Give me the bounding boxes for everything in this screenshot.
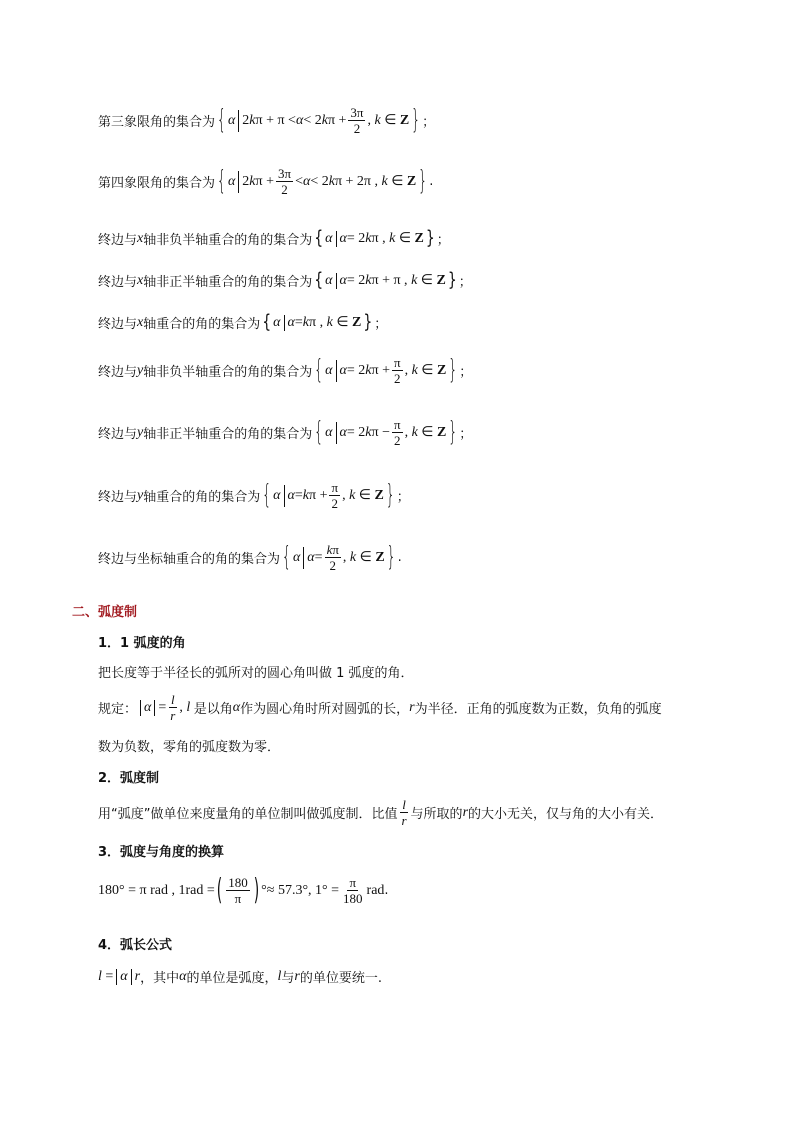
set-line-x-nonneg [98, 229, 450, 248]
subheading-conversion: 3．弧度与角度的换算 [98, 845, 225, 860]
formula-conversion-math: 180° = π rad , 1rad = ( $\frac{180}{\pi}$ ) °≈ 57.3°, 1° = $\frac{\pi}{180}$ rad [98, 873, 385, 908]
line-label: 终边与 [98, 317, 138, 332]
punct-period: . [384, 883, 389, 898]
line-label-rest: 轴非负半轴重合的角的集合为 [143, 365, 313, 380]
paragraph-arc-length [98, 967, 382, 986]
line-label-rest: 轴重合的角的集合为 [143, 317, 261, 332]
formula-arc-length: l = α r [98, 968, 141, 984]
formula-coord-axes: { α α = $\frac{k\pi}{2}$ , k ∈ Z } [282, 542, 396, 573]
set-line-y-axis [98, 481, 410, 510]
axis-var: x [137, 272, 144, 288]
paragraph-radian-system [98, 798, 663, 827]
line-label-rest: 轴重合的角的集合为 [143, 490, 261, 505]
line-label-rest: 轴非正半轴重合的角的集合为 [143, 275, 313, 290]
set-line-coord-axes [98, 543, 402, 572]
text: 的单位是弧度， [186, 971, 278, 986]
formula-third-quadrant: { α 2 k π + π < α < 2 k π + $\frac{3\pi}{2}$ , k ∈ Z } [217, 105, 421, 136]
punct-period: . [397, 550, 402, 565]
text: ，其中 [140, 971, 180, 986]
text: 与 [281, 971, 295, 986]
text: 作为圆心角时所对圆弧的长， [240, 702, 410, 717]
formula-x-axis: { α α = k π , k ∈ Z } [262, 312, 373, 333]
set-line-y-nonpos [98, 418, 472, 447]
line-label: 终边与 [98, 365, 138, 380]
punct-semicolon: ； [459, 365, 473, 380]
paragraph-rule [98, 693, 662, 722]
line-label: 终边与坐标轴重合的角的集合为 [98, 552, 281, 567]
set-line-y-nonneg [98, 356, 472, 385]
subheading-radian-system: 2．弧度制 [98, 771, 160, 786]
paragraph-radian-definition: 把长度等于半径长的弧所对的圆心角叫做 1 弧度的角． [98, 666, 414, 681]
axis-var: x [137, 314, 144, 330]
var-r: r [409, 699, 415, 715]
punct-semicolon: ； [458, 275, 472, 290]
section-heading-radian: 二、弧度制 [72, 605, 138, 620]
var-r: r [294, 968, 300, 984]
line-label: 终边与 [98, 427, 138, 442]
line-label: 第三象限角的集合为 [98, 115, 216, 130]
axis-var: x [137, 230, 144, 246]
set-line-x-nonpos [98, 271, 472, 290]
formula-fourth-quadrant: { α 2 k π + $\frac{3\pi}{2}$ < α < 2 k π + 2π , k ∈ Z } [217, 166, 428, 197]
formula-y-nonneg: { α α = 2 k π + $\frac{\pi}{2}$ , k ∈ Z } [314, 355, 458, 386]
punct-semicolon: ； [396, 490, 410, 505]
axis-var: y [137, 362, 144, 378]
var-alpha: α [232, 699, 241, 715]
formula-y-axis: { α α = k π + $\frac{\pi}{2}$ , k ∈ Z } [262, 480, 395, 511]
formula-y-nonpos: { α α = 2 k π − $\frac{\pi}{2}$ , k ∈ Z } [314, 417, 458, 448]
subheading-one-radian: 1．1 弧度的角 [98, 636, 186, 651]
punct-semicolon: ； [422, 115, 436, 130]
line-label: 终边与 [98, 490, 138, 505]
axis-var: y [137, 487, 144, 503]
var-r: r [462, 804, 469, 820]
text: 用“弧度”做单位来度量角的单位制叫做弧度制．比值 [98, 807, 398, 822]
line-label: 终边与 [98, 275, 138, 290]
formula-conversion [98, 873, 389, 908]
subheading-arc-length: 4．弧长公式 [98, 938, 173, 953]
set-line-fourth-quadrant [98, 167, 433, 196]
formula-x-nonpos: { α α = 2 k π + π , k ∈ Z } [314, 270, 457, 291]
punct-semicolon: ； [459, 427, 473, 442]
line-label-rest: 轴非正半轴重合的角的集合为 [143, 427, 313, 442]
paragraph-rule-cont: 数为负数，零角的弧度数为零． [98, 740, 281, 755]
line-label: 终边与 [98, 233, 138, 248]
punct-semicolon: ； [436, 233, 450, 248]
formula-l-over-r: $\frac{l}{r}$ [401, 797, 407, 828]
axis-var: y [137, 424, 144, 440]
line-label: 第四象限角的集合为 [98, 176, 216, 191]
text: 规定： [98, 702, 138, 717]
text: 是以角 [193, 702, 233, 717]
var-l: l [277, 968, 282, 984]
var-alpha: α [179, 968, 187, 984]
set-line-x-axis [98, 313, 387, 332]
formula-abs-alpha: α = $\frac{l}{r}$ , l [137, 693, 194, 722]
punct-period: . [429, 174, 434, 189]
set-line-third-quadrant [98, 106, 435, 135]
text: 与所取的 [410, 807, 463, 822]
text: 的大小无关，仅与角的大小有关． [468, 807, 664, 822]
line-label-rest: 轴非负半轴重合的角的集合为 [143, 233, 313, 248]
formula-x-nonneg: { α α = 2 k π , k ∈ Z } [314, 228, 435, 249]
text: 为半径．正角的弧度数为正数，负角的弧度 [414, 702, 662, 717]
text: 的单位要统一. [299, 971, 382, 986]
punct-semicolon: ； [374, 317, 388, 332]
